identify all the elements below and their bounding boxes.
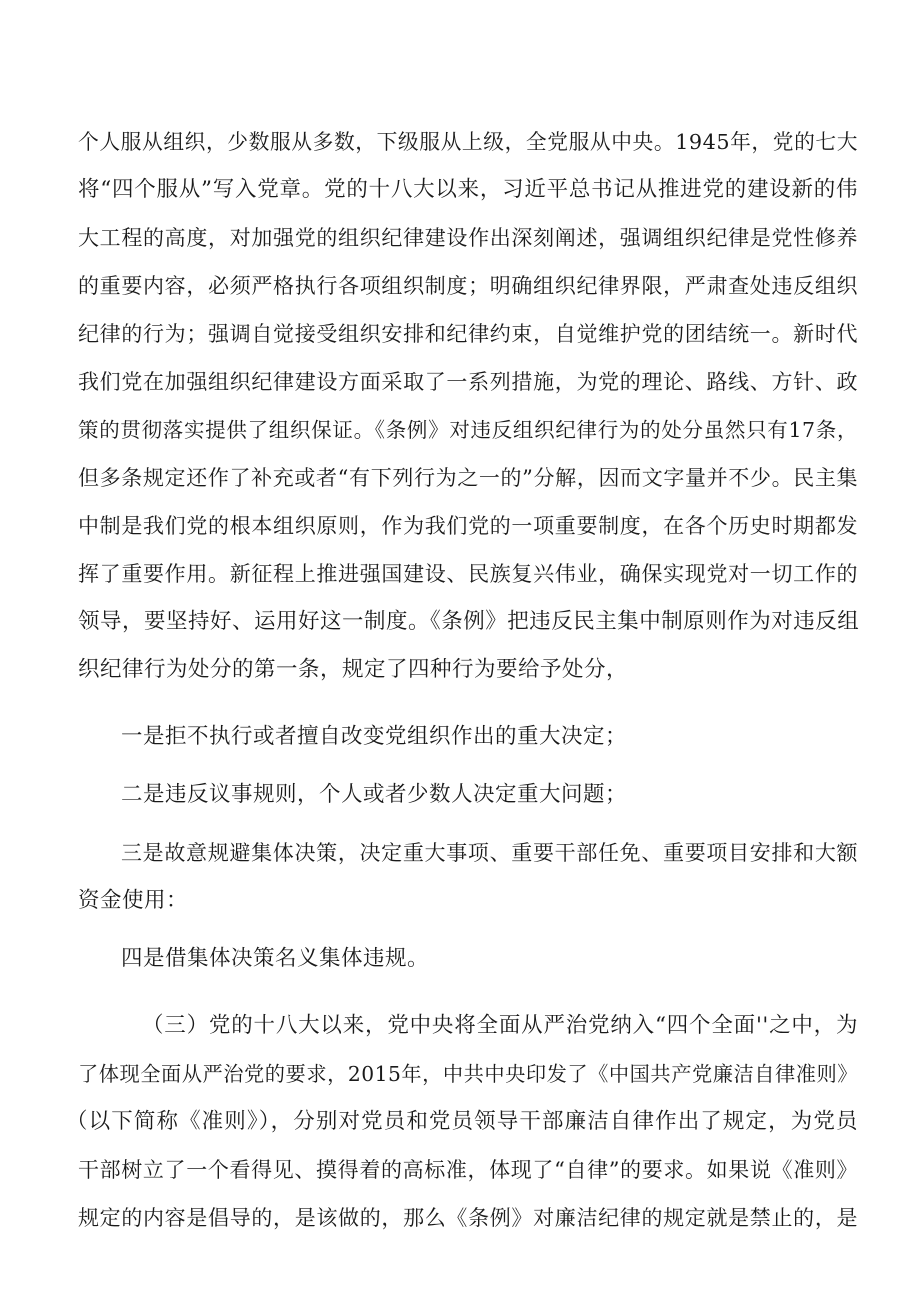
paragraph-line: 了体现全面从严治党的要求，2015年，中共中央印发了《中国共产党廉洁自律准则》 bbox=[78, 1062, 858, 1086]
paragraph-line: （以下简称《准则》），分别对党员和党员领导干部廉洁自律作出了规定，为党员 bbox=[66, 1109, 858, 1134]
paragraph-line: 干部树立了一个看得见、摸得着的高标准，体现了“自律”的要求。如果说《准则》 bbox=[78, 1158, 858, 1182]
paragraph-line: 的重要内容，必须严格执行各项组织制度；明确组织纪律界限，严肃查处违反组织 bbox=[78, 274, 858, 298]
paragraph-line: 将“四个服从”写入党章。党的十八大以来，习近平总书记从推进党的建设新的伟 bbox=[78, 177, 858, 202]
paragraph-line: 但多条规定还作了补充或者“有下列行为之一的”分解，因而文字量并不少。民主集 bbox=[78, 466, 858, 490]
paragraph-line: 大工程的高度，对加强党的组织纪律建设作出深刻阐述，强调组织纪律是党性修养 bbox=[78, 226, 858, 250]
list-item-continuation: 资金使用： bbox=[78, 888, 189, 913]
list-item: 三是故意规避集体决策，决定重大事项、重要干部任免、重要项目安排和大额 bbox=[121, 841, 858, 865]
paragraph-line: 策的贯彻落实提供了组织保证。《条例》对违反组织纪律行为的处分虽然只有17条， bbox=[78, 418, 858, 442]
paragraph-line: 规定的内容是倡导的，是该做的，那么《条例》对廉洁纪律的规定就是禁止的，是 bbox=[78, 1206, 858, 1230]
paragraph-line: 纪律的行为；强调自觉接受组织安排和纪律约束，自觉维护党的团结统一。新时代 bbox=[78, 322, 858, 346]
paragraph-line: （三）党的十八大以来，党中央将全面从严治党纳入“四个全面''之中，为 bbox=[142, 1013, 858, 1038]
paragraph-line: 中制是我们党的根本组织原则，作为我们党的一项重要制度，在各个历史时期都发 bbox=[78, 514, 858, 538]
list-item: 四是借集体决策名义集体违规。 bbox=[121, 946, 430, 971]
paragraph-line: 织纪律行为处分的第一条，规定了四种行为要给予处分， bbox=[78, 657, 629, 682]
list-item: 一是拒不执行或者擅自改变党组织作出的重大决定； bbox=[121, 724, 628, 749]
paragraph-line: 个人服从组织，少数服从多数，下级服从上级，全党服从中央。1945年，党的七大 bbox=[78, 130, 858, 154]
paragraph-line: 我们党在加强组织纪律建设方面采取了一系列措施，为党的理论、路线、方针、政 bbox=[78, 370, 858, 394]
paragraph-line: 挥了重要作用。新征程上推进强国建设、民族复兴伟业，确保实现党对一切工作的 bbox=[78, 562, 858, 586]
paragraph-line: 领导，要坚持好、运用好这一制度。《条例》把违反民主集中制原则作为对违反组 bbox=[78, 609, 860, 634]
list-item: 二是违反议事规则，个人或者少数人决定重大问题； bbox=[121, 782, 628, 807]
